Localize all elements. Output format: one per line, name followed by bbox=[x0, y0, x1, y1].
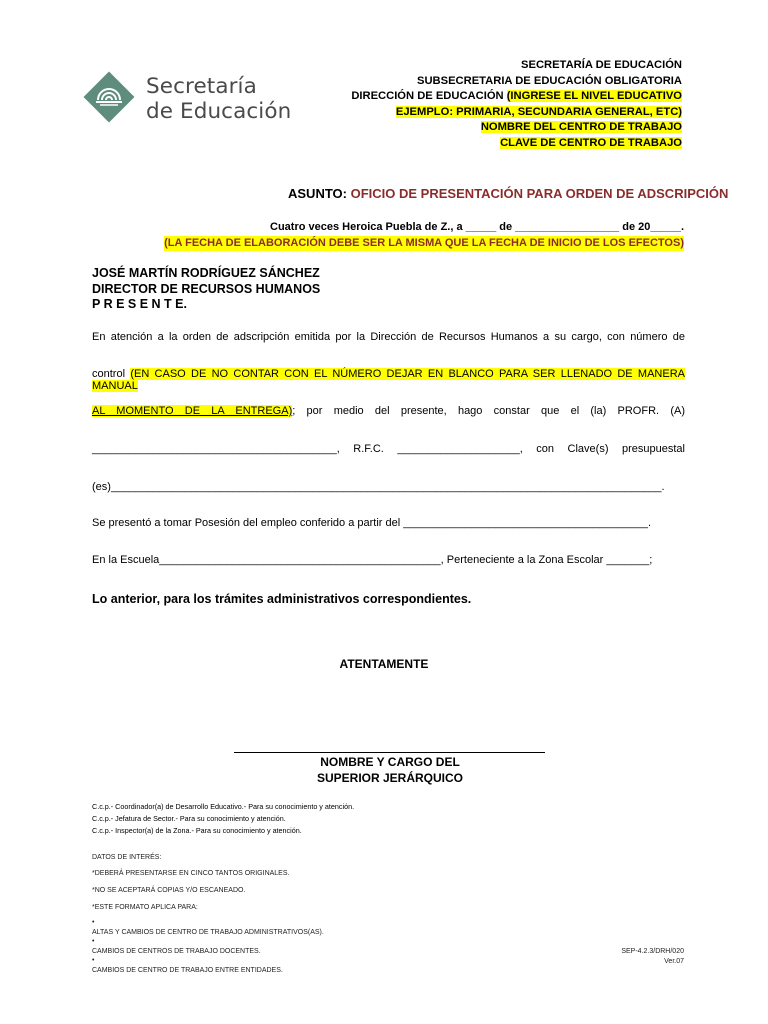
logo bbox=[80, 66, 310, 128]
asunto-text: OFICIO DE PRESENTACIÓN PARA ORDEN DE ADSCRIPCIÓN bbox=[350, 186, 729, 201]
ccp-item: C.c.p.- Coordinador(a) de Desarrollo Educativo.- Para su conocimiento y atención. bbox=[92, 802, 355, 811]
header-line-3-highlight: (INGRESE EL NIVEL EDUCATIVO bbox=[506, 90, 682, 103]
body-closing: Lo anterior, para los trámites administrativos correspondientes. bbox=[92, 592, 472, 606]
header-line-3-text: DIRECCIÓN DE EDUCACIÓN bbox=[351, 90, 507, 103]
header-line-3 bbox=[351, 89, 682, 105]
list-item-text: CAMBIOS DE CENTROS DE TRABAJO DOCENTES. bbox=[92, 947, 261, 955]
version-code: SEP-4.2.3/DRH/020 bbox=[621, 948, 684, 955]
header-line-6 bbox=[351, 136, 682, 152]
body-line-3 bbox=[92, 405, 685, 417]
list-item-text: ALTAS Y CAMBIOS DE CENTRO DE TRABAJO ADMINISTRATIVOS(AS). bbox=[92, 928, 324, 936]
body-line-5: (es)__________________________________________________________________________________________. bbox=[92, 481, 665, 493]
header-line-5-highlight: NOMBRE DEL CENTRO DE TRABAJO bbox=[480, 121, 682, 134]
datos-note-2: *NO SE ACEPTARÁ COPIAS Y/O ESCANEADO. bbox=[92, 887, 246, 894]
applies-list bbox=[92, 918, 324, 975]
header-line-5 bbox=[351, 120, 682, 136]
logo-line-2: de Educación bbox=[146, 99, 292, 124]
body-line-3-highlight: AL MOMENTO DE LA ENTREGA) bbox=[92, 405, 293, 417]
fecha-block bbox=[164, 220, 684, 251]
datos-title: DATOS DE INTERÉS: bbox=[92, 854, 162, 861]
header-line-6-highlight: CLAVE DE CENTRO DE TRABAJO bbox=[500, 136, 682, 149]
body-line-2-text: control bbox=[92, 368, 131, 380]
body-line-2 bbox=[92, 368, 685, 392]
fecha-note: (LA FECHA DE ELABORACIÓN DEBE SER LA MISMA QUE LA FECHA DE INICIO DE LOS EFECTOS) bbox=[164, 236, 684, 252]
header-line-1: SECRETARÍA DE EDUCACIÓN bbox=[521, 59, 682, 71]
signature-line-2: SUPERIOR JERÁRQUICO bbox=[316, 771, 464, 785]
version-number: Ver.07 bbox=[664, 957, 684, 965]
recipient-presente: P R E S E N T E. bbox=[92, 297, 187, 312]
ccp-item: C.c.p.- Inspector(a) de la Zona.- Para su conocimiento y atención. bbox=[92, 826, 302, 835]
recipient-name: JOSÉ MARTÍN RODRÍGUEZ SÁNCHEZ bbox=[92, 266, 320, 280]
body-line-1: En atención a la orden de adscripción emitida por la Dirección de Recursos Humanos a su cargo, con número de bbox=[92, 331, 685, 343]
list-item: • CAMBIOS DE CENTRO DE TRABAJO ENTRE ENTIDADES. bbox=[92, 956, 324, 975]
header-line-4-highlight: EJEMPLO: PRIMARIA, SECUNDARIA GENERAL, ETC) bbox=[395, 105, 682, 118]
body-line-3-text: ; por medio del presente, hago constar que el (la) PROFR. (A) bbox=[292, 405, 685, 417]
datos-note-1: *DEBERÁ PRESENTARSE EN CINCO TANTOS ORIGINALES. bbox=[92, 870, 290, 877]
signature-line-1: NOMBRE Y CARGO DEL bbox=[320, 755, 460, 769]
fecha-line: Cuatro veces Heroica Puebla de Z., a _____ de _________________ de 20_____. bbox=[270, 221, 684, 233]
signature-line bbox=[234, 752, 545, 753]
list-item-text: CAMBIOS DE CENTRO DE TRABAJO ENTRE ENTIDADES. bbox=[92, 966, 283, 974]
body-line-2-highlight: (EN CASO DE NO CONTAR CON EL NÚMERO DEJAR EN BLANCO PARA SER LLENADO DE MANERA MANUAL bbox=[92, 368, 685, 392]
list-item: • ALTAS Y CAMBIOS DE CENTRO DE TRABAJO ADMINISTRATIVOS(AS). bbox=[92, 919, 324, 936]
asunto-label: ASUNTO: bbox=[288, 186, 351, 201]
ccp-list bbox=[92, 801, 354, 837]
asunto bbox=[288, 186, 728, 201]
list-item: • CAMBIOS DE CENTROS DE TRABAJO DOCENTES. bbox=[92, 937, 324, 956]
body-line-7: En la Escuela______________________________________________, Perteneciente a la Zona Escolar _______; bbox=[92, 554, 653, 566]
ccp-item: C.c.p.- Jefatura de Sector.- Para su conocimiento y atención. bbox=[92, 814, 286, 823]
secretaria-emblem-icon bbox=[80, 68, 138, 126]
logo-text bbox=[146, 74, 291, 124]
recipient-block bbox=[92, 266, 320, 313]
datos-note-3: *ESTE FORMATO APLICA PARA: bbox=[92, 904, 198, 911]
header-line-4 bbox=[351, 105, 682, 121]
version-block bbox=[621, 947, 684, 966]
header-line-2: SUBSECRETARIA DE EDUCACIÓN OBLIGATORIA bbox=[417, 74, 682, 87]
body-line-4: ________________________________________, R.F.C. ____________________, con Clave(s) presupuestal bbox=[92, 443, 685, 455]
atentamente: ATENTAMENTE bbox=[339, 657, 429, 671]
recipient-title: DIRECTOR DE RECURSOS HUMANOS bbox=[92, 281, 321, 296]
body-line-6: Se presentó a tomar Posesión del empleo conferido a partir del ________________________________________. bbox=[92, 517, 651, 529]
logo-line-1: Secretaría bbox=[146, 74, 257, 99]
signature-block bbox=[0, 754, 768, 786]
document-header bbox=[351, 58, 682, 152]
